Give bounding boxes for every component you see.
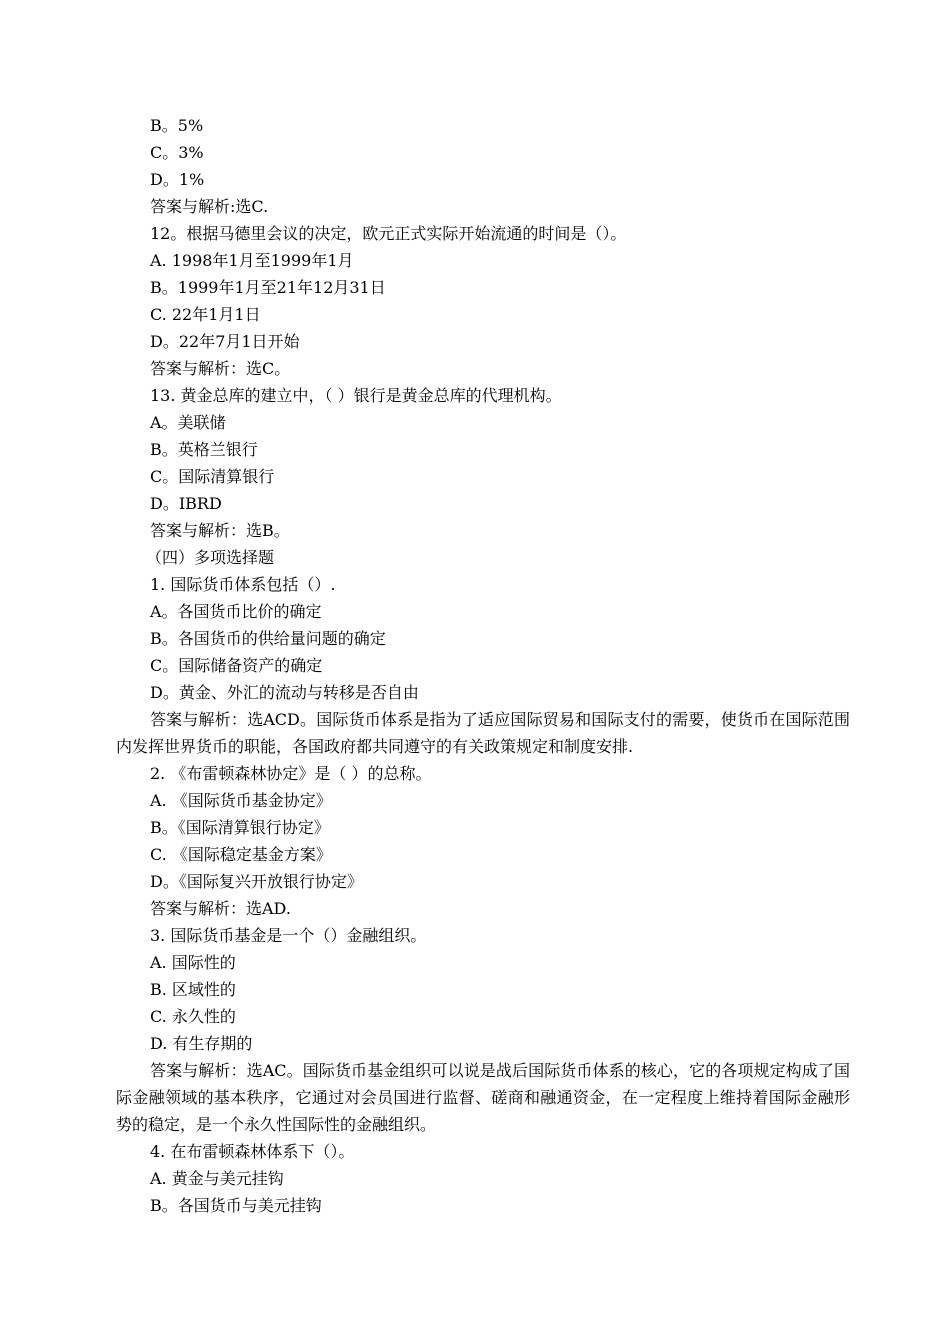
text-line: A. 《国际货币基金协定》: [150, 791, 332, 810]
text-line: 13. 黄金总库的建立中，（ ）银行是黄金总库的代理机构。: [150, 386, 562, 405]
text-line: D。1%: [150, 170, 205, 189]
text-line: C. 《国际稳定基金方案》: [150, 845, 332, 864]
text-line: C。国际储备资产的确定: [150, 656, 323, 675]
text-line: 答案与解析:选C.: [150, 197, 269, 216]
text-line: B。《国际清算银行协定》: [150, 818, 330, 837]
document-body: [0, 112, 950, 1219]
text-line: C。3%: [150, 143, 204, 162]
text-line: A. 国际性的: [150, 953, 236, 972]
text-line: A。各国货币比价的确定: [150, 602, 322, 621]
text-line: B。5%: [150, 116, 204, 135]
text-line: C. 永久性的: [150, 1007, 236, 1026]
answer-paragraph: 答案与解析：选ACD。国际货币体系是指为了适应国际贸易和国际支付的需要，使货币在国际范围内发挥世界货币的职能，各国政府都共同遵守的有关政策规定和制度安排.: [116, 710, 850, 756]
text-line: D。IBRD: [150, 494, 222, 513]
text-line: A. 黄金与美元挂钩: [150, 1169, 284, 1188]
text-line: 答案与解析：选C。: [150, 359, 291, 378]
text-line: 答案与解析：选AD.: [150, 899, 291, 918]
text-line: A. 1998年1月至1999年1月: [150, 251, 354, 270]
text-line: D. 有生存期的: [150, 1034, 253, 1053]
text-line: B。1999年1月至21年12月31日: [150, 278, 386, 297]
text-line: 4. 在布雷顿森林体系下（）。: [150, 1142, 355, 1161]
section-heading: （四）多项选择题: [146, 548, 275, 567]
text-line: 2. 《布雷顿森林协定》是（ ）的总称。: [150, 764, 432, 783]
text-line: D。22年7月1日开始: [150, 332, 300, 351]
text-line: 3. 国际货币基金是一个（）金融组织。: [150, 926, 427, 945]
text-line: B. 区域性的: [150, 980, 236, 999]
text-line: 答案与解析：选B。: [150, 521, 290, 540]
text-line: 12。根据马德里会议的决定，欧元正式实际开始流通的时间是（）。: [150, 224, 627, 243]
text-line: C. 22年1月1日: [150, 305, 261, 324]
text-line: B。各国货币的供给量问题的确定: [150, 629, 386, 648]
text-line: D。《国际复兴开放银行协定》: [150, 872, 363, 891]
text-line: B。各国货币与美元挂钩: [150, 1196, 322, 1215]
document-page: [0, 112, 950, 1219]
text-line: B。英格兰银行: [150, 440, 258, 459]
answer-paragraph: 答案与解析：选AC。国际货币基金组织可以说是战后国际货币体系的核心，它的各项规定构成了国际金融领域的基本秩序，它通过对会员国进行监督、磋商和融通资金，在一定程度上维持着国际金融形势的稳定，是一个永久性国际性的金融组织。: [116, 1061, 850, 1134]
text-line: A。美联储: [150, 413, 226, 432]
text-line: 1. 国际货币体系包括（）.: [150, 575, 336, 594]
text-line: D。黄金、外汇的流动与转移是否自由: [150, 683, 419, 702]
text-line: C。国际清算银行: [150, 467, 275, 486]
